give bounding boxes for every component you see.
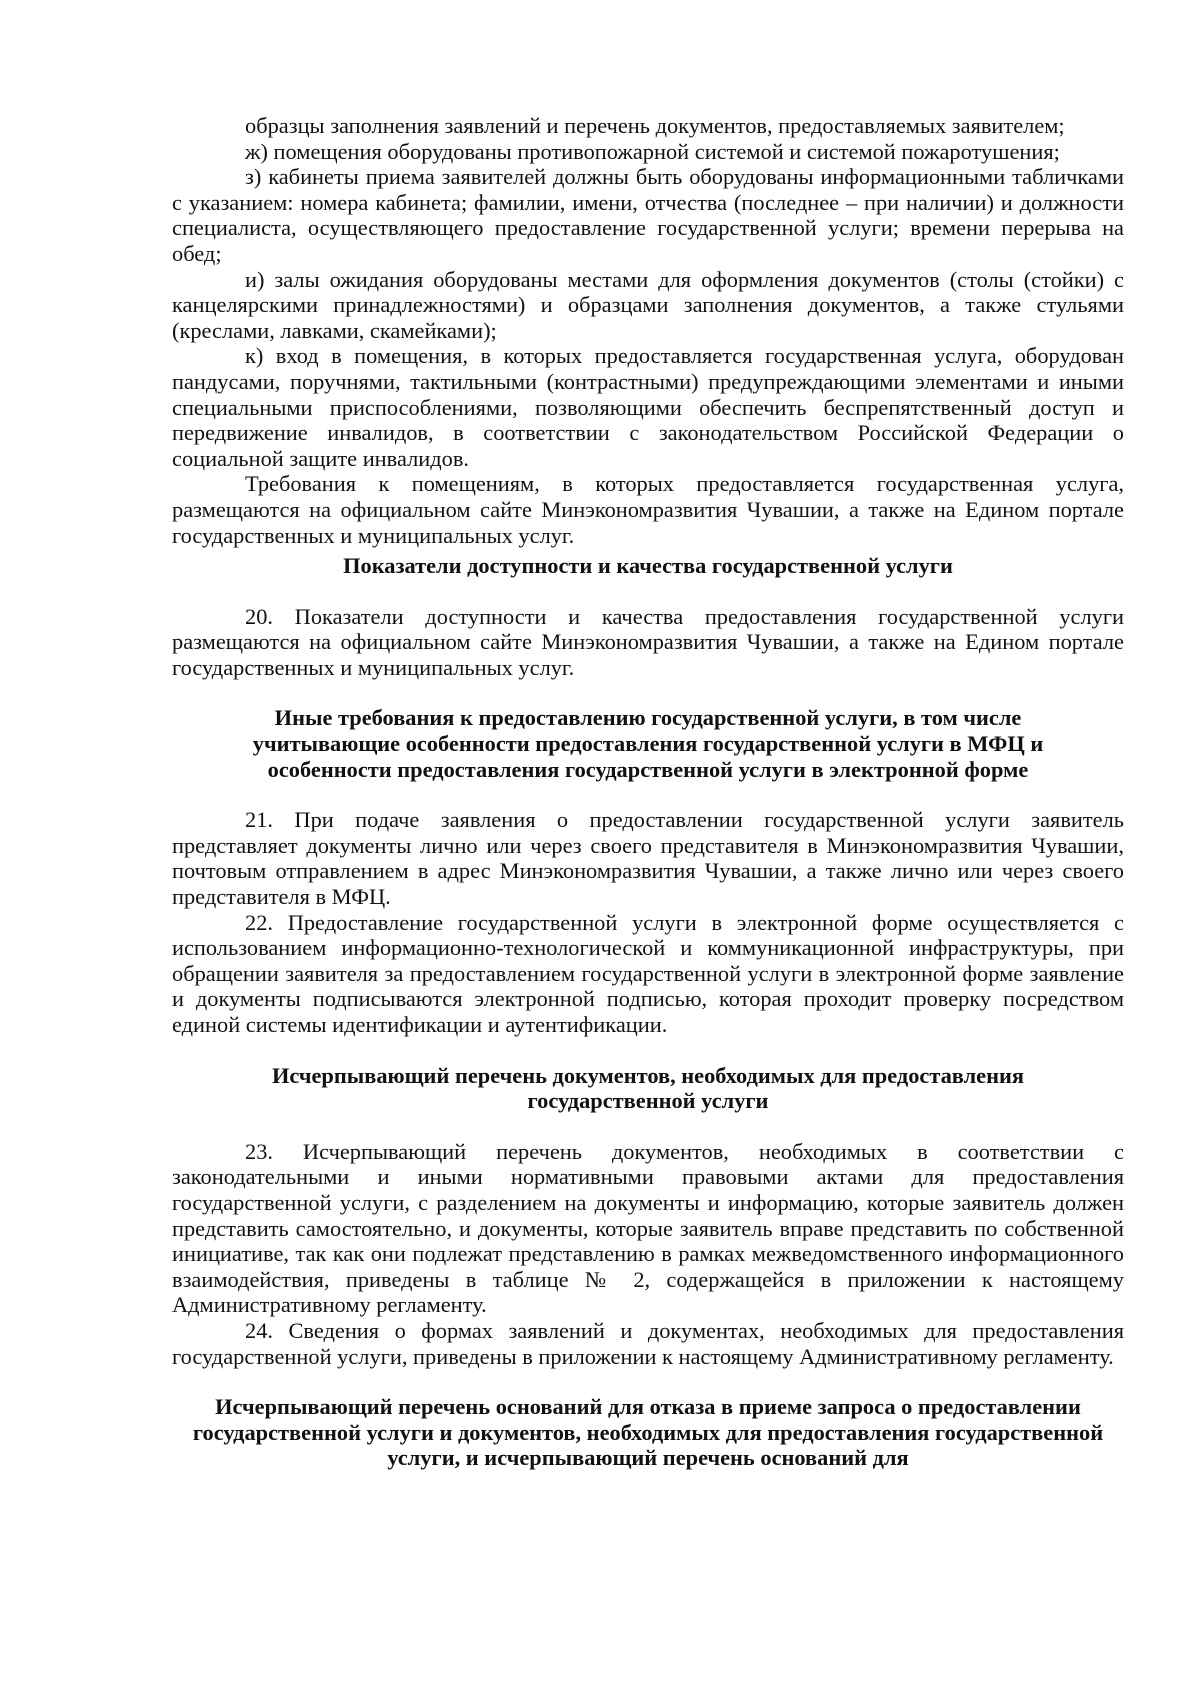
paragraph-21: 21. При подаче заявления о предоставлении государственной услуги заявитель представляет документы лично или через своего представителя в Минэкономразвития Чувашии, почтовым отправлением в адрес Минэкономразвития Чувашии, а также лично или через своего представителя в МФЦ. <box>172 807 1124 910</box>
document-page <box>172 113 1124 1496</box>
paragraph-23: 23. Исчерпывающий перечень документов, необходимых в соответствии с законодательными и иными нормативными правовыми актами для предоставления государственной услуги, с разделением на документы и информацию, которые заявитель должен представить самостоятельно, и документы, которые заявитель вправе представить по собственной инициативе, так как они подлежат представлению в рамках межведомственного информационного взаимодействия, приведены в таблице № 2, содержащейся в приложении к настоящему Административному регламенту. <box>172 1138 1124 1318</box>
paragraph-item-k: к) вход в помещения, в которых предоставляется государственная услуга, оборудован пандусами, поручнями, тактильными (контрастными) предупреждающими элементами и иными специальными приспособлениями, позволяющими обеспечить беспрепятственный доступ и передвижение инвалидов, в соответствии с законодательством Российской Федерации о социальной защите инвалидов. <box>172 343 1124 471</box>
paragraph-20: 20. Показатели доступности и качества предоставления государственной услуги размещаются на официальном сайте Минэкономразвития Чувашии, а также на Едином портале государственных и муниципальных услуг. <box>172 603 1124 680</box>
section-heading-documents-list: Исчерпывающий перечень документов, необходимых для предоставления государственной услуги <box>271 1062 1025 1114</box>
paragraph-item-z: з) кабинеты приема заявителей должны быть оборудованы информационными табличками с указанием: номера кабинета; фамилии, имени, отчества (последнее – при наличии) и должности специалиста, осуществляющего предоставление государственной услуги; времени перерыва на обед; <box>172 164 1124 266</box>
paragraph-samples: образцы заполнения заявлений и перечень документов, предоставляемых заявителем; <box>245 113 1065 138</box>
section-heading-refusal-grounds: Исчерпывающий перечень оснований для отказа в приеме запроса о предоставлении государственной услуги и документов, необходимых для предоставления государственной услуги, и исчерпывающий перечень оснований для <box>192 1394 1104 1471</box>
paragraph-22: 22. Предоставление государственной услуги в электронной форме осуществляется с использованием информационно-технологической и коммуникационной инфраструктуры, при обращении заявителя за предоставлением государственной услуги в электронной форме заявление и документы подписываются электронной подписью, которая проходит проверку посредством единой системы идентификации и аутентификации. <box>172 909 1124 1037</box>
section-heading-accessibility: Показатели доступности и качества государственной услуги <box>343 553 953 579</box>
paragraph-item-i: и) залы ожидания оборудованы местами для оформления документов (столы (стойки) с канцелярскими принадлежностями) и образцами заполнения документов, а также стульями (креслами, лавками, скамейками); <box>172 266 1124 343</box>
paragraph-premises-requirements: Требования к помещениям, в которых предоставляется государственная услуга, размещаются на официальном сайте Минэкономразвития Чувашии, а также на Едином портале государственных и муниципальных услуг. <box>172 471 1124 548</box>
paragraph-24: 24. Сведения о формах заявлений и документах, необходимых для предоставления государственной услуги, приведены в приложении к настоящему Административному регламенту. <box>172 1317 1124 1369</box>
section-heading-other-requirements: Иные требования к предоставлению государственной услуги, в том числе учитывающие особенности предоставления государственной услуги в МФЦ и особенности предоставления государственной услуги в электронной форме <box>252 705 1044 782</box>
paragraph-item-zh: ж) помещения оборудованы противопожарной системой и системой пожаротушения; <box>245 138 1060 164</box>
